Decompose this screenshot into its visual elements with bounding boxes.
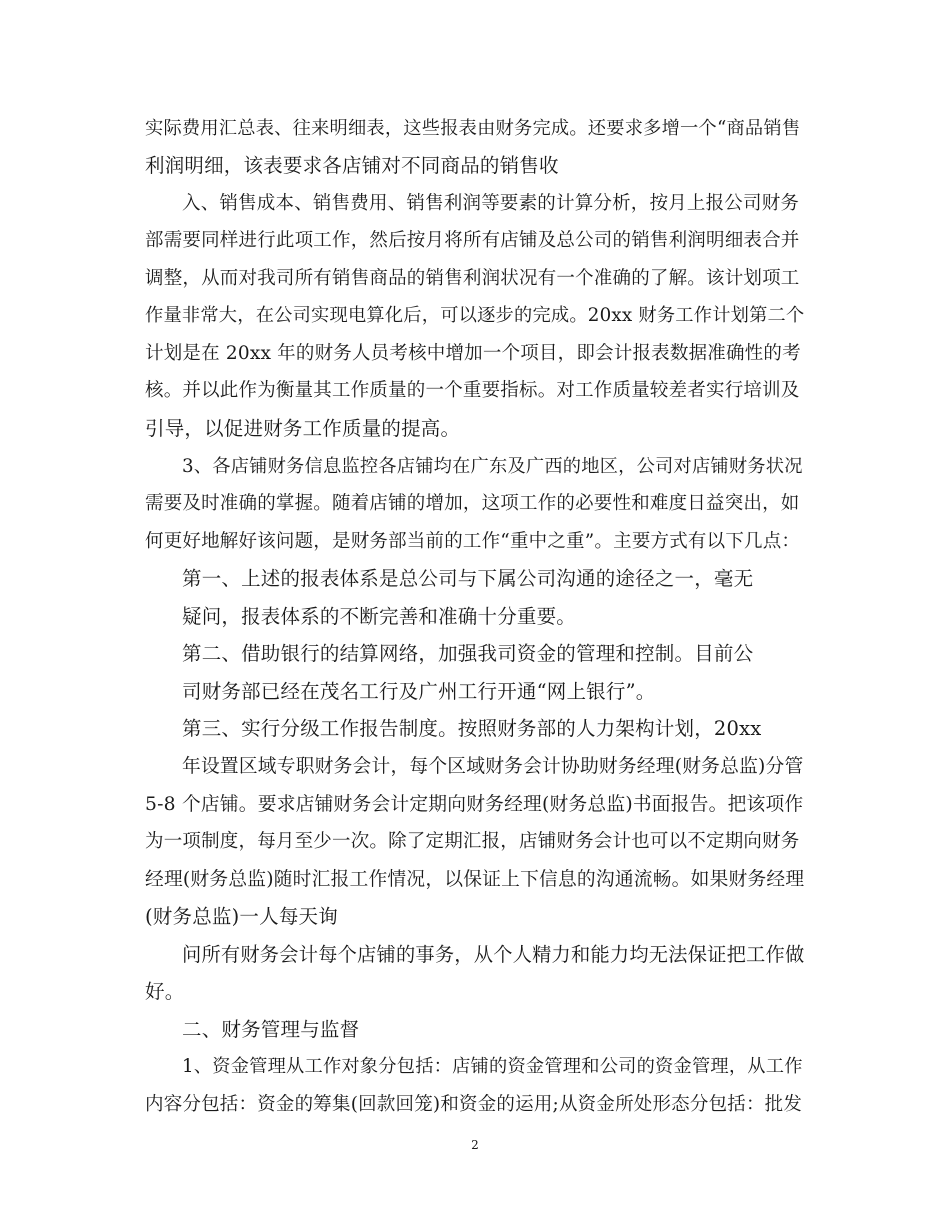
text-line: 第三、实行分级工作报告制度。按照财务部的人力架构计划，20xx [182, 717, 762, 740]
text-line: 经理(财务总监)随时汇报工作情况，以保证上下信息的沟通流畅。如果财务经理 [145, 869, 805, 890]
text-line: 为一项制度，每月至少一次。除了定期汇报，店铺财务会计也可以不定期向财务 [145, 831, 800, 852]
text-line: 1、资金管理从工作对象分包括：店铺的资金管理和公司的资金管理，从工作 [182, 1056, 803, 1077]
text-line: 内容分包括：资金的筹集(回款回笼)和资金的运用;从资金所处形态分包括：批发 [145, 1094, 803, 1115]
text-line: 利润明细，该表要求各店铺对不同商品的销售收 [145, 154, 559, 177]
text-line: 部需要同样进行此项工作，然后按月将所有店铺及总公司的销售利润明细表合并 [145, 230, 800, 251]
text-line: 调整，从而对我司所有销售商品的销售利润状况有一个准确的了解。该计划项工 [145, 268, 800, 289]
text-line: 3、各店铺财务信息监控各店铺均在广东及广西的地区，公司对店铺财务状况 [182, 456, 803, 477]
text-line: 司财务部已经在茂名工行及广州工行开通“网上银行”。 [182, 680, 656, 703]
text-line: 疑问，报表体系的不断完善和准确十分重要。 [182, 605, 577, 628]
page-number: 2 [471, 1138, 479, 1152]
text-line: 实际费用汇总表、往来明细表，这些报表由财务完成。还要求多增一个“商品销售 [145, 118, 801, 139]
text-line: 需要及时准确的掌握。随着店铺的增加，这项工作的必要性和难度日益突出，如 [145, 493, 800, 514]
text-line: 计划是在 20xx 年的财务人员考核中增加一个项目，即会计报表数据准确性的考 [145, 343, 801, 364]
text-line: 何更好地解好该问题，是财务部当前的工作“重中之重”。主要方式有以下几点： [145, 531, 801, 552]
text-line: 第一、上述的报表体系是总公司与下属公司沟通的途径之一，毫无 [182, 567, 754, 590]
text-line: 5-8 个店铺。要求店铺财务会计定期向财务经理(财务总监)书面报告。把该项作 [145, 794, 804, 815]
text-line: 问所有财务会计每个店铺的事务，从个人精力和能力均无法保证把工作做 [182, 943, 805, 966]
text-line: 核。并以此作为衡量其工作质量的一个重要指标。对工作质量较差者实行培训及 [145, 380, 800, 401]
text-line: 好。 [145, 980, 185, 1003]
text-line: 第二、借助银行的结算网络，加强我司资金的管理和控制。目前公 [182, 642, 754, 665]
text-line: 入、销售成本、销售费用、销售利润等要素的计算分析，按月上报公司财务 [182, 193, 800, 214]
text-line: 作量非常大，在公司实现电算化后，可以逐步的完成。20xx 财务工作计划第二个 [145, 305, 805, 326]
text-line: (财务总监)一人每天询 [145, 905, 338, 928]
section-heading: 二、财务管理与监督 [182, 1018, 360, 1041]
text-line: 年设置区域专职财务会计，每个区域财务会计协助财务经理(财务总监)分管 [182, 756, 804, 777]
text-line: 引导，以促进财务工作质量的提高。 [145, 417, 461, 440]
